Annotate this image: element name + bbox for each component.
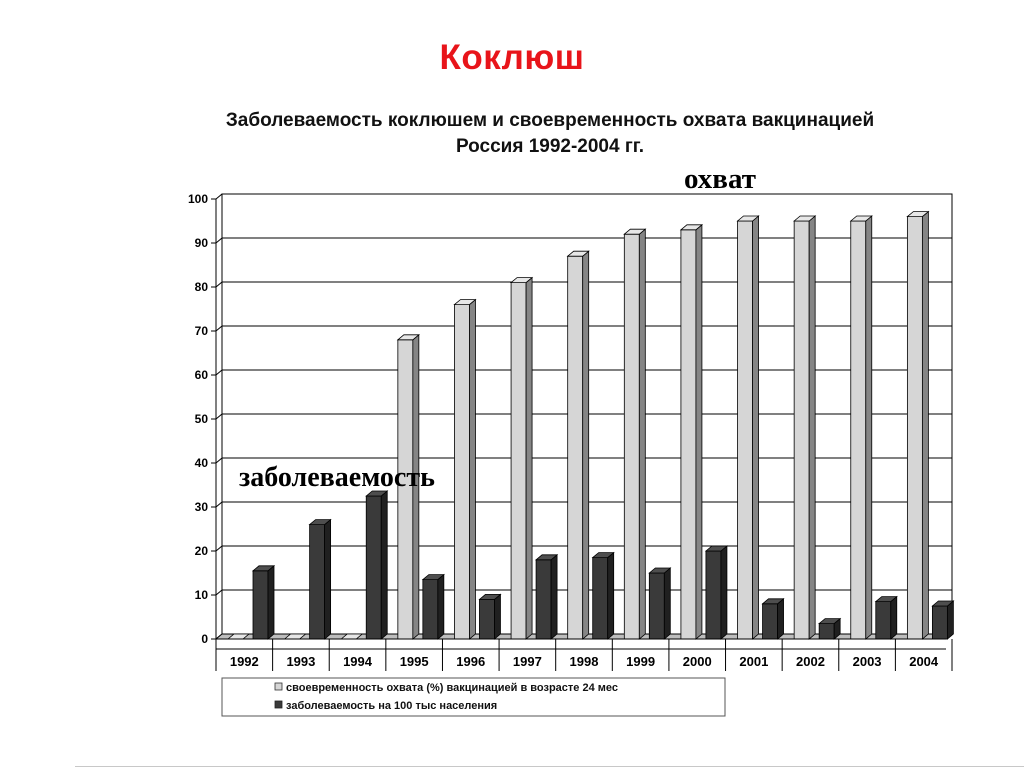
slide-edge-line <box>75 766 1024 767</box>
x-tick-label: 1993 <box>286 654 316 669</box>
gridline-side <box>216 326 222 331</box>
gridline-side <box>216 458 222 463</box>
bar-coverage <box>624 229 645 639</box>
legend-label-incidence: заболеваемость на 100 тыс населения <box>286 700 498 712</box>
gridline-side <box>216 546 222 551</box>
gridline-side <box>216 194 222 199</box>
gridline-side <box>216 282 222 287</box>
bar-coverage <box>907 212 928 639</box>
x-tick-label: 1998 <box>569 654 599 669</box>
y-tick-label: 70 <box>194 324 208 338</box>
bar-incidence <box>366 491 387 639</box>
chart-title-line-1: Заболеваемость коклюшем и своевременность охвата вакцинацией <box>225 110 875 131</box>
bar-incidence <box>876 597 897 639</box>
x-tick-label: 1996 <box>456 654 486 669</box>
bar-incidence <box>706 546 727 639</box>
bar-coverage <box>568 251 589 639</box>
bar-incidence <box>819 619 840 639</box>
legend-swatch-coverage <box>275 683 282 690</box>
bar-incidence <box>536 555 557 639</box>
gridline-side <box>216 414 222 419</box>
bar-incidence <box>649 568 670 639</box>
bar-coverage <box>738 216 759 639</box>
gridline-side <box>216 370 222 375</box>
page-title: Коклюш <box>439 38 585 77</box>
legend-swatch-incidence <box>275 701 282 708</box>
gridline-side <box>216 502 222 507</box>
y-tick-label: 90 <box>194 236 208 250</box>
x-tick-label: 1994 <box>343 654 372 669</box>
y-tick-label: 60 <box>194 368 208 382</box>
bar-incidence <box>310 520 331 639</box>
bar-coverage <box>454 300 475 639</box>
bar-coverage <box>851 216 872 639</box>
y-tick-label: 50 <box>194 412 208 426</box>
bar-coverage <box>794 216 815 639</box>
x-tick-label: 2001 <box>739 654 769 669</box>
y-tick-label: 100 <box>187 192 208 206</box>
x-tick-label: 2004 <box>909 654 939 669</box>
bar-incidence <box>763 599 784 639</box>
y-tick-label: 80 <box>194 280 208 294</box>
chart-title-line-2: Россия 1992-2004 гг. <box>455 136 645 157</box>
annotation-incidence: заболеваемость <box>239 462 435 493</box>
x-tick-label: 2000 <box>682 654 712 669</box>
legend <box>222 678 725 716</box>
x-tick-label: 2003 <box>852 654 882 669</box>
y-tick-label: 40 <box>194 456 208 470</box>
gridline-side <box>216 238 222 243</box>
bar-coverage <box>681 225 702 639</box>
bar-incidence <box>479 594 500 639</box>
x-tick-label: 1997 <box>512 654 542 669</box>
gridline-side <box>216 590 222 595</box>
x-tick-label: 2002 <box>796 654 825 669</box>
bar-incidence <box>932 601 953 639</box>
bar-incidence <box>253 566 274 639</box>
x-tick-label: 1999 <box>626 654 656 669</box>
bar-coverage <box>511 278 532 639</box>
y-tick-label: 0 <box>201 632 208 646</box>
annotation-coverage: охват <box>684 163 756 195</box>
legend-label-coverage: своевременность охвата (%) вакцинацией в возрасте 24 мес <box>286 682 618 694</box>
bar-incidence <box>423 575 444 639</box>
y-tick-label: 30 <box>194 500 208 514</box>
x-tick-label: 1992 <box>229 654 259 669</box>
x-tick-label: 1995 <box>399 654 429 669</box>
y-tick-label: 10 <box>194 588 208 602</box>
y-tick-label: 20 <box>194 544 208 558</box>
bar-incidence <box>593 553 614 639</box>
